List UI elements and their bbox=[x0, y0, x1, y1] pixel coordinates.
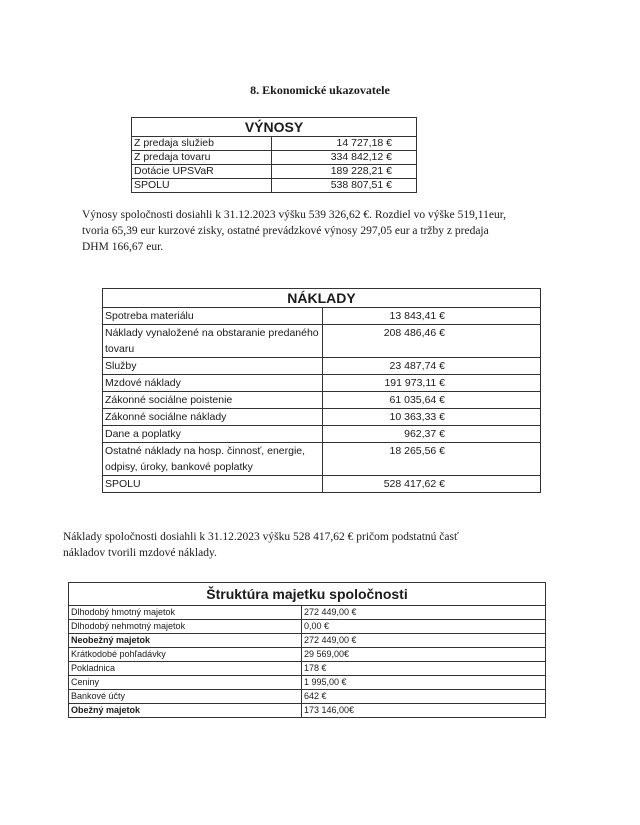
paragraph-line: nákladov tvorili mzdové náklady. bbox=[63, 547, 217, 559]
table-row bbox=[69, 662, 546, 676]
row-label: Dlhodobý hmotný majetok bbox=[69, 606, 302, 620]
section-heading: 8. Ekonomické ukazovatele bbox=[250, 83, 390, 97]
row-value: 14 727,18 € bbox=[271, 137, 416, 151]
table-row bbox=[103, 358, 541, 375]
table-row bbox=[69, 690, 546, 704]
paragraph-line: tvoria 65,39 eur kurzové zisky, ostatné prevádzkové výnosy 297,05 eur a tržby z predaja bbox=[82, 225, 489, 237]
table-row bbox=[132, 165, 417, 179]
table-row bbox=[132, 137, 417, 151]
row-label: Z predaja služieb bbox=[132, 137, 272, 151]
row-value: 528 417,62 € bbox=[323, 476, 541, 493]
naklady-table bbox=[102, 288, 541, 493]
table-row bbox=[132, 151, 417, 165]
row-label: Spotreba materiálu bbox=[103, 308, 323, 325]
row-value: 962,37 € bbox=[323, 426, 541, 443]
paragraph-line: DHM 166,67 eur. bbox=[82, 241, 164, 253]
row-value: 61 035,64 € bbox=[323, 392, 541, 409]
row-value: 13 843,41 € bbox=[323, 308, 541, 325]
row-value: 538 807,51 € bbox=[271, 179, 416, 193]
row-label: Zákonné sociálne poistenie bbox=[103, 392, 323, 409]
row-value: 18 265,56 € bbox=[323, 443, 541, 476]
vynosy-title: VÝNOSY bbox=[132, 118, 417, 137]
row-value: 173 146,00€ bbox=[302, 704, 546, 718]
row-value: 0,00 € bbox=[302, 620, 546, 634]
paragraph-line: Náklady spoločnosti dosiahli k 31.12.2023 výšku 528 417,62 € pričom podstatnú časť bbox=[63, 531, 459, 543]
row-label: Zákonné sociálne náklady bbox=[103, 409, 323, 426]
table-row bbox=[69, 648, 546, 662]
vynosy-table bbox=[131, 117, 417, 193]
row-value: 272 449,00 € bbox=[302, 634, 546, 648]
row-value: 189 228,21 € bbox=[271, 165, 416, 179]
row-value: 208 486,46 € bbox=[323, 325, 541, 358]
paragraph-line: Výnosy spoločnosti dosiahli k 31.12.2023 výšku 539 326,62 €. Rozdiel vo výške 519,11eur, bbox=[82, 209, 506, 221]
table-row bbox=[69, 620, 546, 634]
table-row bbox=[132, 179, 417, 193]
table-row bbox=[103, 476, 541, 493]
table-row bbox=[69, 606, 546, 620]
table-row bbox=[103, 308, 541, 325]
row-value: 642 € bbox=[302, 690, 546, 704]
row-value: 178 € bbox=[302, 662, 546, 676]
row-label: Dlhodobý nehmotný majetok bbox=[69, 620, 302, 634]
row-value: 10 363,33 € bbox=[323, 409, 541, 426]
row-label: Náklady vynaložené na obstaranie predaného tovaru bbox=[103, 325, 323, 358]
table-row bbox=[103, 426, 541, 443]
naklady-title: NÁKLADY bbox=[103, 289, 541, 308]
row-label: Bankové účty bbox=[69, 690, 302, 704]
vynosy-paragraph bbox=[82, 207, 562, 255]
row-value: 29 569,00€ bbox=[302, 648, 546, 662]
naklady-paragraph bbox=[63, 529, 563, 561]
row-label: Ceniny bbox=[69, 676, 302, 690]
table-row bbox=[69, 676, 546, 690]
row-label: Obežný majetok bbox=[69, 704, 302, 718]
row-value: 1 995,00 € bbox=[302, 676, 546, 690]
row-label: Z predaja tovaru bbox=[132, 151, 272, 165]
table-row bbox=[103, 392, 541, 409]
row-label: Služby bbox=[103, 358, 323, 375]
table-row bbox=[69, 634, 546, 648]
table-row bbox=[103, 325, 541, 358]
row-label: Neobežný majetok bbox=[69, 634, 302, 648]
row-label: Pokladnica bbox=[69, 662, 302, 676]
row-value: 272 449,00 € bbox=[302, 606, 546, 620]
row-label: Ostatné náklady na hosp. činnosť, energie, odpisy, úroky, bankové poplatky bbox=[103, 443, 323, 476]
row-label: SPOLU bbox=[132, 179, 272, 193]
row-label: SPOLU bbox=[103, 476, 323, 493]
majetok-title: Štruktúra majetku spoločnosti bbox=[69, 583, 546, 606]
majetok-table bbox=[68, 582, 546, 718]
row-value: 334 842,12 € bbox=[271, 151, 416, 165]
table-row bbox=[103, 409, 541, 426]
row-label: Mzdové náklady bbox=[103, 375, 323, 392]
row-value: 191 973,11 € bbox=[323, 375, 541, 392]
table-row bbox=[69, 704, 546, 718]
row-value: 23 487,74 € bbox=[323, 358, 541, 375]
row-label: Krátkodobé pohľadávky bbox=[69, 648, 302, 662]
row-label: Dotácie UPSVaR bbox=[132, 165, 272, 179]
table-row bbox=[103, 375, 541, 392]
table-row bbox=[103, 443, 541, 476]
row-label: Dane a poplatky bbox=[103, 426, 323, 443]
